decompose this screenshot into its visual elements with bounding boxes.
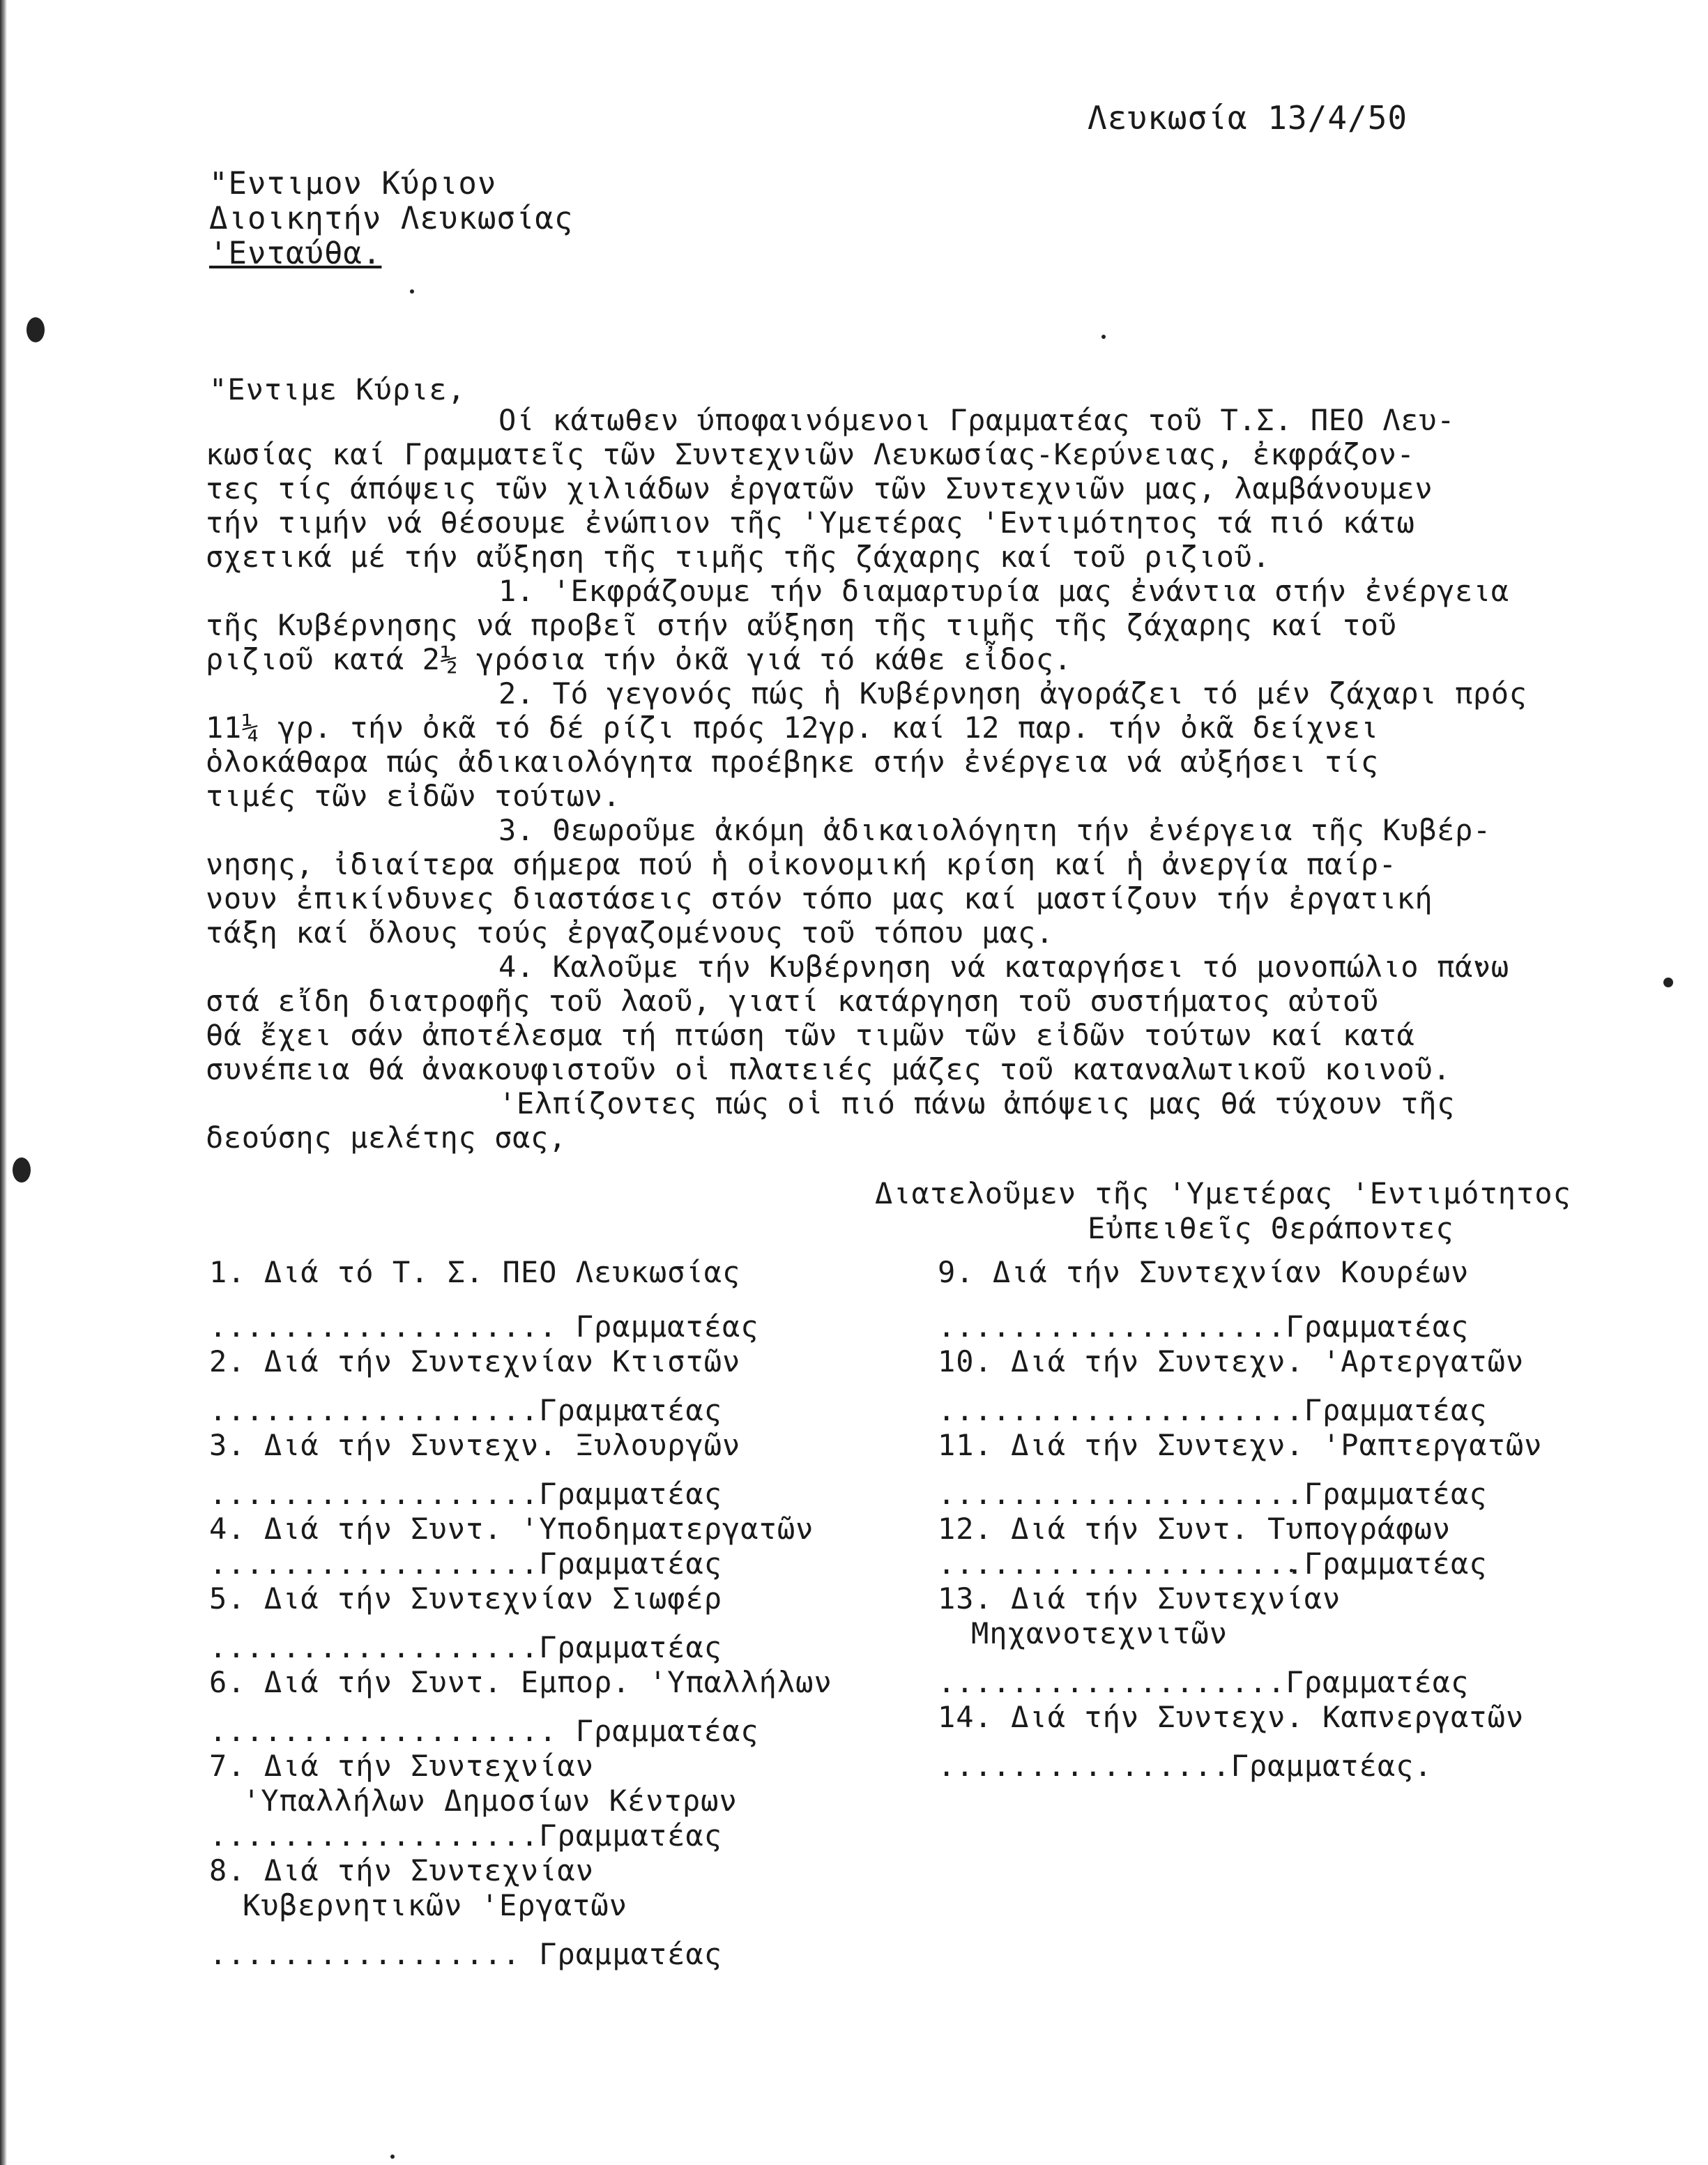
signatory-title: 11. Διά τήν Συντεχν. 'Ραπτεργατῶν bbox=[938, 1428, 1543, 1462]
body-line: τες τίς άπόψεις τῶν χιλιάδων ἐργατῶν τῶν Συντεχνιῶν μας, λαμβάνουμεν bbox=[206, 471, 1433, 506]
signatory-entry bbox=[209, 1512, 962, 1581]
body-line: Οί κάτωθεν ύποφαινόμενοι Γραμματέας τοῦ Τ.Σ. ΠΕΟ Λευ- bbox=[498, 403, 1455, 437]
body-line: 3. Θεωροῦμε ἀκόμη ἀδικαιολόγητη τήν ἐνέργεια τῆς Κυβέρ- bbox=[498, 813, 1491, 847]
signatory-title: 5. Διά τήν Συντεχνίαν Σιωφέρ bbox=[209, 1581, 723, 1616]
signature-line: ................. Γραμματέας bbox=[209, 1937, 723, 1971]
body-line: τάξη καί ὅλους τούς ἐργαζομένους τοῦ τόπου μας. bbox=[206, 916, 1054, 950]
body-line: τήν τιμήν νά θέσουμε ἐνώπιον τῆς 'Υμετέρας 'Εντιμότητος τά πιό κάτω bbox=[206, 506, 1415, 540]
salutation: "Εντιμε Κύριε, bbox=[209, 372, 466, 407]
signatory-title: 6. Διά τήν Συντ. Εμπορ. 'Υπαλλήλων bbox=[209, 1665, 832, 1699]
recipient-line-1: "Εντιμον Κύριον bbox=[209, 166, 497, 202]
signatory-title: 3. Διά τήν Συντεχν. Ξυλουργῶν bbox=[209, 1428, 741, 1462]
body-line: στά εἴδη διατροφῆς τοῦ λαοῦ, γιατί κατάργηση τοῦ συστήματος αὐτοῦ bbox=[206, 984, 1379, 1018]
body-line: 4. Καλοῦμε τήν Κυβέρνηση νά καταργήσει τό μονοπώλιο πάνω bbox=[498, 950, 1509, 984]
letter-body bbox=[206, 403, 1698, 1155]
signatory-title: 7. Διά τήν Συντεχνίαν bbox=[209, 1749, 595, 1783]
body-line: ριζιοῦ κατά 2½ γρόσια τήν ὀκᾶ γιά τό κάθε εἶδος. bbox=[206, 642, 1072, 676]
signatory-entry bbox=[938, 1512, 1691, 1581]
ink-speck bbox=[13, 1157, 31, 1183]
signatory-title: 8. Διά τήν Συντεχνίαν bbox=[209, 1853, 595, 1887]
scan-binding-edge bbox=[0, 0, 7, 2165]
signatory-entry bbox=[209, 1665, 962, 1749]
signature-line: ................... Γραμματέας bbox=[209, 1714, 759, 1748]
body-line: θά ἔχει σάν ἀποτέλεσμα τή πτώση τῶν τιμῶν τῶν εἰδῶν τούτων καί κατά bbox=[206, 1018, 1415, 1052]
body-line: 1. 'Εκφράζουμε τήν διαμαρτυρία μας ἐνάντια στήν ἐνέργεια bbox=[498, 574, 1509, 608]
signatory-entry bbox=[938, 1428, 1691, 1512]
signature-line: ..................Γραμματέας bbox=[209, 1547, 723, 1581]
recipient-line-3: 'Ενταύθα. bbox=[209, 236, 382, 271]
ink-speck bbox=[390, 2155, 395, 2159]
body-line: νουν ἐπικίνδυνες διαστάσεις στόν τόπο μας καί μαστίζουν τήν ἐργατική bbox=[206, 881, 1433, 916]
signatory-entry bbox=[209, 1428, 962, 1512]
signatory-entry bbox=[209, 1581, 962, 1665]
signatories-left-column bbox=[209, 1255, 962, 1972]
letter-date: Λευκωσία 13/4/50 bbox=[1088, 99, 1408, 137]
signatory-entry bbox=[209, 1344, 962, 1428]
closing-line-2: Εὐπειθεῖς Θεράποντες bbox=[1088, 1211, 1454, 1245]
signatory-subtitle: Κυβερνητικῶν 'Εργατῶν bbox=[243, 1888, 628, 1922]
signatory-title: 1. Διά τό Τ. Σ. ΠΕΟ Λευκωσίας bbox=[209, 1255, 741, 1289]
body-line: δεούσης μελέτης σας, bbox=[206, 1121, 567, 1155]
signatory-subtitle: Μηχανοτεχνιτῶν bbox=[971, 1616, 1228, 1650]
body-line: τιμές τῶν εἰδῶν τούτων. bbox=[206, 779, 621, 813]
body-line: ὁλοκάθαρα πώς ἀδικαιολόγητα προέβηκε στήν ἐνέργεια νά αὐξήσει τίς bbox=[206, 745, 1379, 779]
signature-line: ..................Γραμματέας bbox=[209, 1818, 723, 1853]
signatory-entry bbox=[209, 1255, 962, 1344]
signatory-title: 12. Διά τήν Συντ. Τυπογράφων bbox=[938, 1512, 1451, 1546]
signature-line: ....................Γραμματέας bbox=[938, 1477, 1488, 1511]
signature-line: ................... Γραμματέας bbox=[209, 1309, 759, 1344]
ink-speck bbox=[1101, 335, 1106, 339]
signatory-title: 14. Διά τήν Συντεχν. Καπνεργατῶν bbox=[938, 1700, 1525, 1734]
signature-line: ..................Γραμματέας bbox=[209, 1630, 723, 1664]
body-line: 'Ελπίζοντες πώς οἱ πιό πάνω ἀπόψεις μας θά τύχουν τῆς bbox=[498, 1086, 1455, 1121]
signatory-entry bbox=[209, 1749, 962, 1853]
recipient-line-2: Διοικητήν Λευκωσίας bbox=[209, 201, 574, 236]
body-line: 11¼ γρ. τήν ὀκᾶ τό δέ ρίζι πρός 12γρ. καί 12 παρ. τήν ὀκᾶ δείχνει bbox=[206, 711, 1379, 745]
signatory-title: 10. Διά τήν Συντεχν. 'Αρτεργατῶν bbox=[938, 1344, 1525, 1378]
signatory-title: 4. Διά τήν Συντ. 'Υποδηματεργατῶν bbox=[209, 1512, 814, 1546]
signature-line: ..................Γραμματέας bbox=[209, 1477, 723, 1511]
signatory-entry bbox=[938, 1344, 1691, 1428]
body-line: σχετικά μέ τήν αὔξηση τῆς τιμῆς τῆς ζάχαρης καί τοῦ ριζιοῦ. bbox=[206, 540, 1271, 574]
signatory-entry bbox=[938, 1581, 1691, 1700]
signature-line: ...................Γραμματέας bbox=[938, 1309, 1470, 1344]
closing-line-1: Διατελοῦμεν τῆς 'Υμετέρας 'Εντιμότητος bbox=[875, 1176, 1571, 1210]
signature-line: ..................Γραμματέας bbox=[209, 1393, 723, 1427]
body-line: νησης, ἰδιαίτερα σήμερα πού ἡ οἰκονομική κρίση καί ἡ ἀνεργία παίρ- bbox=[206, 847, 1397, 881]
signatory-title: 13. Διά τήν Συντεχνίαν bbox=[938, 1581, 1341, 1616]
signatory-entry bbox=[209, 1853, 962, 1972]
body-line: 2. Τό γεγονός πώς ἡ Κυβέρνηση ἀγοράζει τό μέν ζάχαρι πρός bbox=[498, 676, 1527, 711]
signatories-right-column bbox=[938, 1255, 1691, 1784]
signature-line: ...................Γραμματέας bbox=[938, 1665, 1470, 1699]
body-line: συνέπεια θά ἀνακουφιστοῦν οἱ πλατειές μάζες τοῦ καταναλωτικοῦ κοινοῦ. bbox=[206, 1052, 1451, 1086]
signature-line: ................Γραμματέας. bbox=[938, 1749, 1433, 1783]
ink-speck bbox=[410, 289, 414, 294]
body-line: κωσίας καί Γραμματεῖς τῶν Συντεχνιῶν Λευκωσίας-Κερύνειας, ἐκφράζον- bbox=[206, 437, 1415, 471]
body-line: τῆς Κυβέρνησης νά προβεῖ στήν αὔξηση τῆς τιμῆς τῆς ζάχαρης καί τοῦ bbox=[206, 608, 1397, 642]
signatory-title: 9. Διά τήν Συντεχνίαν Κουρέων bbox=[938, 1255, 1470, 1289]
signatory-subtitle: 'Υπαλλήλων Δημοσίων Κέντρων bbox=[243, 1784, 738, 1818]
signatory-title: 2. Διά τήν Συντεχνίαν Κτιστῶν bbox=[209, 1344, 741, 1378]
signature-line: ....................Γραμματέας bbox=[938, 1547, 1488, 1581]
signatory-entry bbox=[938, 1700, 1691, 1784]
signature-line: ....................Γραμματέας bbox=[938, 1393, 1488, 1427]
ink-speck bbox=[26, 317, 45, 342]
signatory-entry bbox=[938, 1255, 1691, 1344]
